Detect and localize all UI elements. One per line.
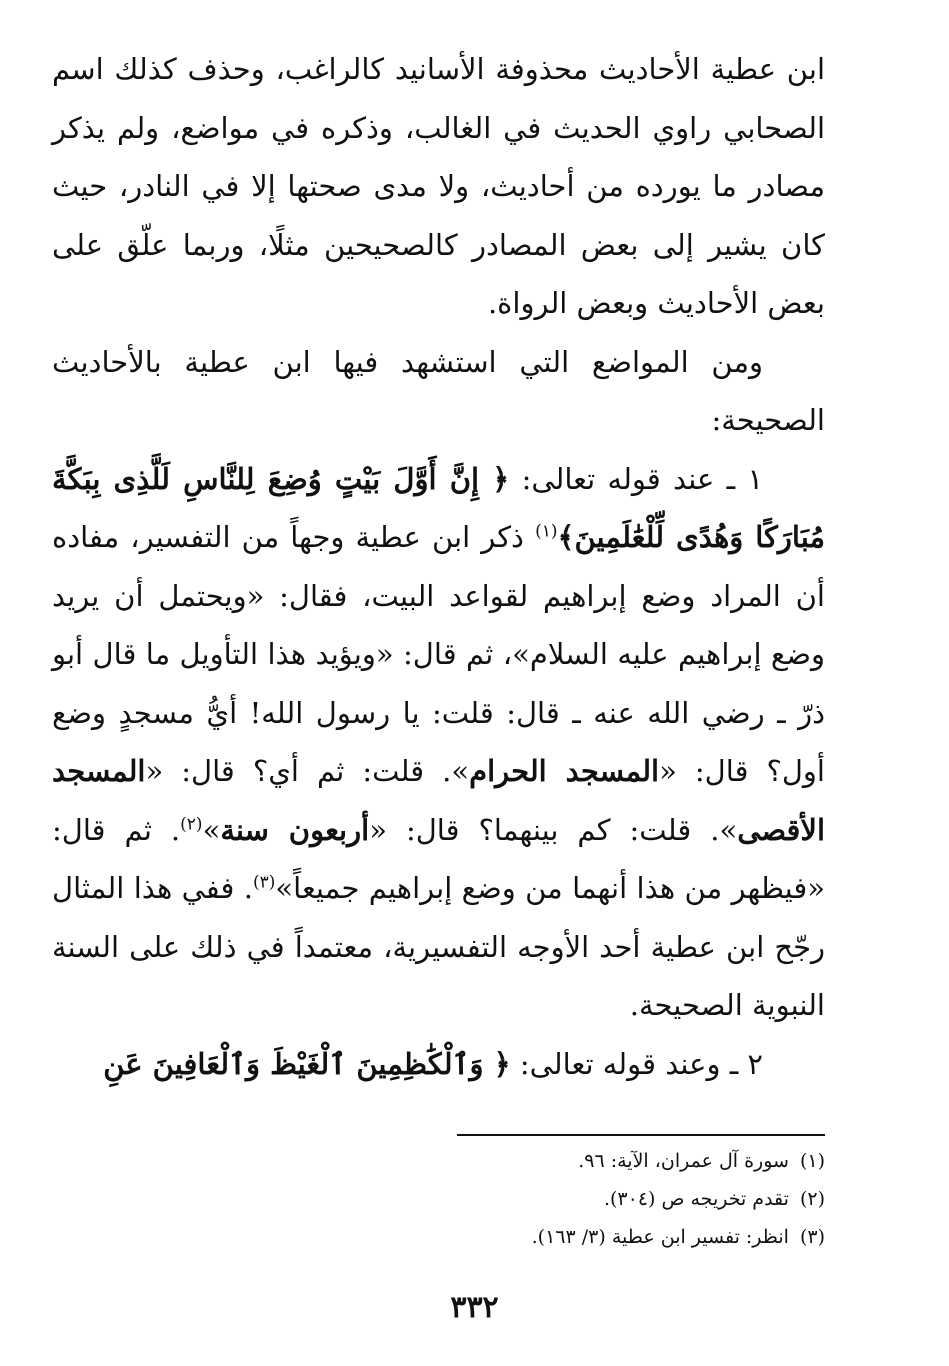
footnote-text: انظر: تفسير ابن عطية (٣/ ١٦٣). — [531, 1226, 789, 1248]
intro-paragraph: ابن عطية الأحاديث محذوفة الأسانيد كالراغب، وحذف كذلك اسم الصحابي راوي الحديث في الغالب، وذكره في مواضع، ولم يذكر مصادر ما يورده من أحاديث، ولا مدى صحتها إلا في النادر، حيث كان يشير إلى بعض المصادر كالصحيحين مثلًا، وربما علّق على بعض الأحاديث وبعض الرواة. — [52, 52, 825, 320]
footnote-1 — [225, 1142, 825, 1180]
footnote-3 — [225, 1218, 825, 1256]
footnote-divider — [457, 1134, 825, 1136]
quran-verse-2: ﴿ وَٱلْكَٰظِمِينَ ٱلْغَيْظَ وَٱلْعَافِينَ عَنِ — [103, 1046, 511, 1081]
example-1-paragraph — [52, 450, 825, 1035]
footnote-ref-2: (٢) — [180, 813, 203, 834]
example-1-text-d: » — [202, 812, 221, 847]
footnote-text: سورة آل عمران، الآية: ٩٦. — [578, 1150, 789, 1172]
example-1-lead: ١ ـ عند قوله تعالى: — [521, 461, 764, 496]
example-1-text-e: . ثم قال: «فيظهر من هذا أنهما من وضع إبراهيم جميعاً» — [52, 812, 825, 905]
example-2-paragraph — [52, 1035, 825, 1094]
footnote-number: (١) — [799, 1150, 825, 1172]
example-1-text-b: ». قلت: ثم أي؟ قال: « — [145, 754, 470, 788]
quran-verse-1: ﴿ إِنَّ أَوَّلَ بَيْتٍ وُضِعَ لِلنَّاسِ لَلَّذِى بِبَكَّةَ مُبَارَكًا وَهُدًى لِّلْعَٰلَمِينَ﴾ — [52, 461, 825, 554]
hadith-answer-1: المسجد الحرام — [469, 754, 660, 788]
footnote-text: تقدم تخريجه ص (٣٠٤). — [603, 1188, 789, 1210]
example-1-text-a: ذكر ابن عطية وجهاً من التفسير، مفاده أن المراد وضع إبراهيم لقواعد البيت، فقال: «ويحتمل أن يريد وضع إبراهيم عليه السلام»، ثم قال: «ويؤيد هذا التأويل ما قال أبو ذرّ ـ رضي الله عنه ـ قال: قلت: يا رسول الله! أيُّ مسجدٍ وضع أول؟ قال: « — [52, 520, 825, 788]
footnote-number: (٢) — [799, 1188, 825, 1210]
hadith-answer-3: أربعون سنة — [220, 812, 370, 847]
example-1-text-f: . ففي هذا المثال رجّح ابن عطية أحد الأوجه التفسيرية، معتمداً في ذلك على السنة النبوية الصحيحة. — [52, 871, 825, 1022]
footnotes — [225, 1142, 825, 1256]
footnote-ref-3: (٣) — [252, 872, 276, 893]
page-number: ٣٣٢ — [450, 1290, 499, 1325]
transition-paragraph: ومن المواضع التي استشهد فيها ابن عطية بالأحاديث الصحيحة: — [52, 344, 825, 437]
page-body — [52, 40, 825, 1093]
example-2-lead: ٢ ـ وعند قوله تعالى: — [519, 1046, 763, 1081]
footnote-ref-1: (١) — [535, 521, 558, 542]
footnote-number: (٣) — [799, 1226, 825, 1248]
hadith-answer-2: المسجد الأقصى — [52, 754, 825, 847]
footnote-2 — [225, 1180, 825, 1218]
example-1-text-c: ». قلت: كم بينهما؟ قال: « — [369, 812, 738, 847]
